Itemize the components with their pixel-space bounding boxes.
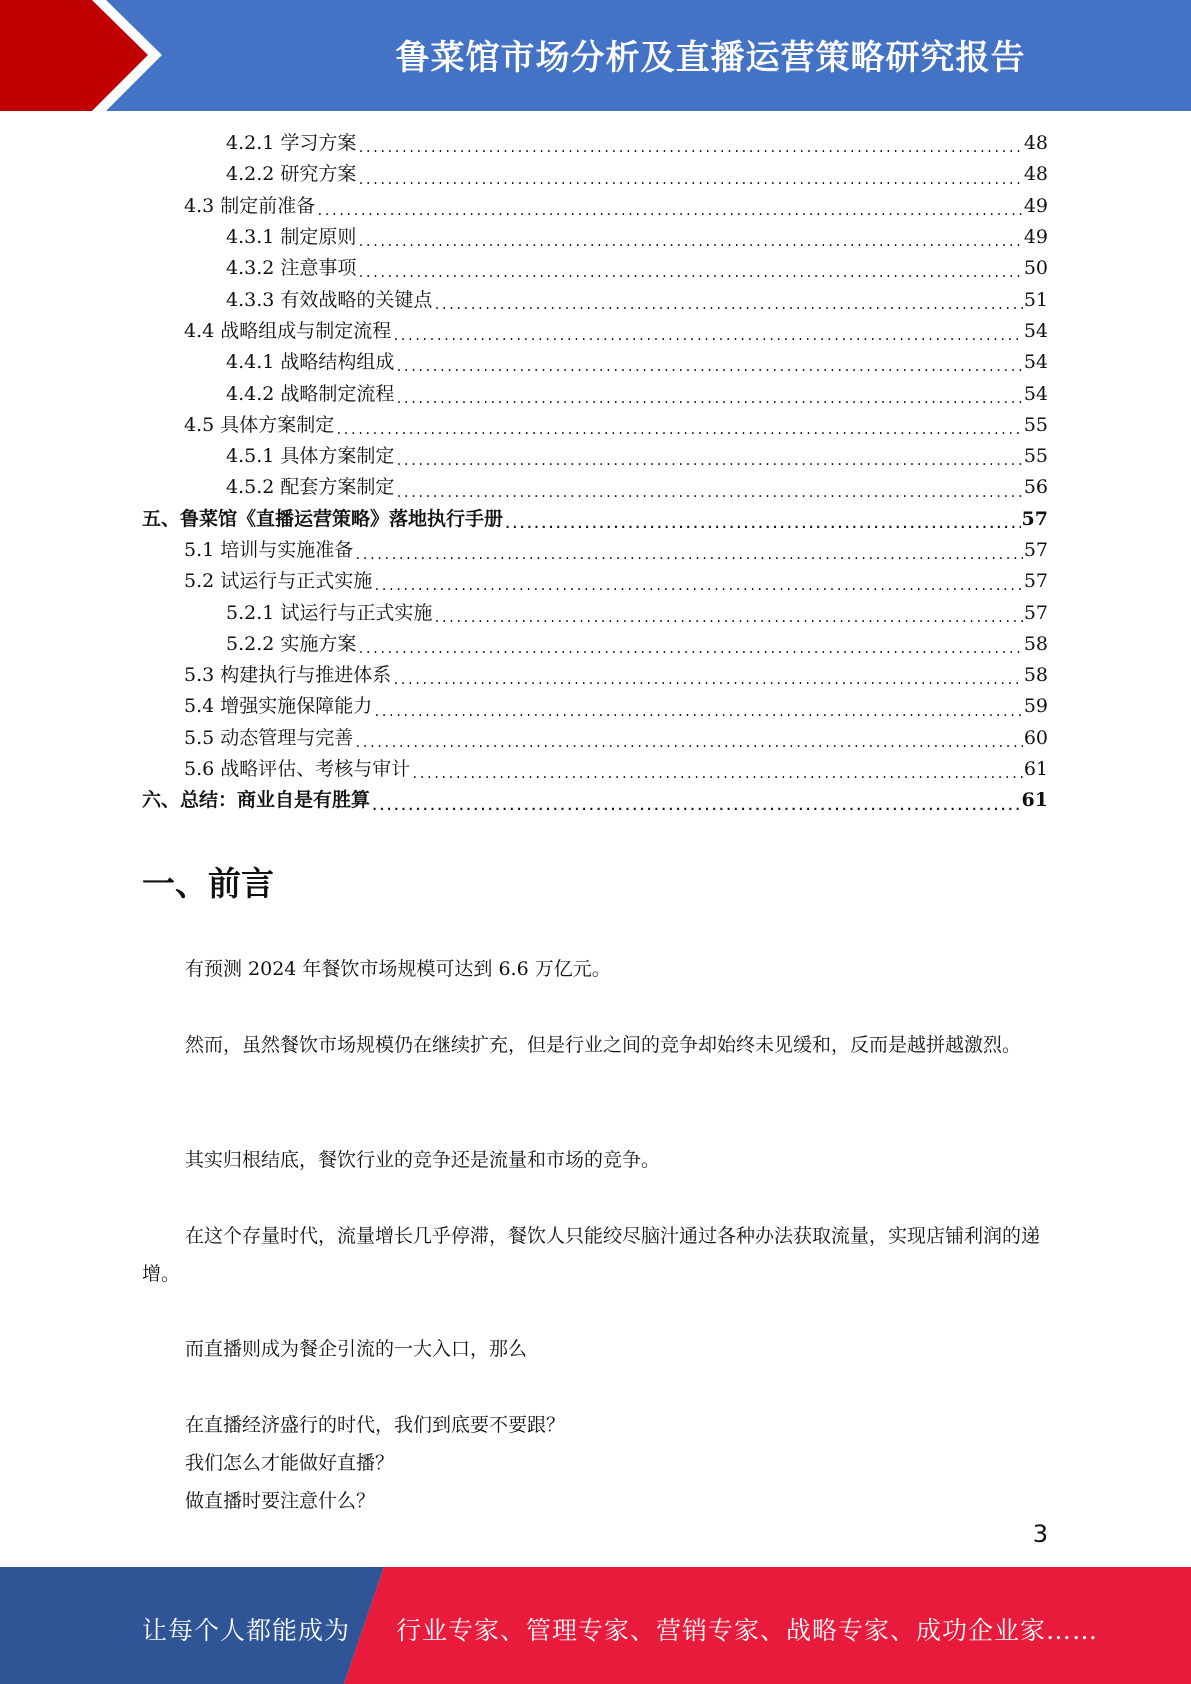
toc-entry-label: 4.2.1 学习方案 <box>226 132 357 155</box>
toc-dot-leader <box>395 361 1022 378</box>
toc-entry[interactable] <box>142 504 1048 535</box>
toc-entry-label: 4.2.2 研究方案 <box>226 163 357 186</box>
paragraph: 在直播经济盛行的时代，我们到底要不要跟？ <box>185 1414 566 1436</box>
toc-dot-leader <box>357 267 1022 284</box>
header-banner <box>0 0 1191 111</box>
toc-entry[interactable] <box>142 472 1048 503</box>
toc-dot-leader <box>335 424 1023 441</box>
toc-entry-label: 4.5.1 具体方案制定 <box>226 445 395 468</box>
toc-entry-label: 4.5 具体方案制定 <box>184 413 335 436</box>
toc-entry-page: 54 <box>1023 351 1048 374</box>
toc-entry-page: 50 <box>1023 257 1048 280</box>
toc-entry-page: 49 <box>1023 226 1048 249</box>
paragraph: 而直播则成为餐企引流的一大入口，那么 <box>185 1338 528 1360</box>
toc-entry-page: 56 <box>1023 476 1048 499</box>
toc-entry[interactable] <box>142 159 1048 190</box>
document-title: 鲁菜馆市场分析及直播运营策略研究报告 <box>395 38 1026 78</box>
section-heading: 一、前言 <box>142 864 274 903</box>
toc-entry[interactable] <box>142 316 1048 347</box>
toc-dot-leader <box>395 487 1022 504</box>
toc-entry[interactable] <box>142 378 1048 409</box>
toc-dot-leader <box>392 674 1023 691</box>
toc-dot-leader <box>433 612 1022 629</box>
toc-entry-page: 61 <box>1023 758 1048 781</box>
toc-entry-label: 六、总结：商业自是有胜算 <box>142 789 371 812</box>
toc-entry-label: 5.2.2 实施方案 <box>226 632 357 655</box>
toc-entry[interactable] <box>142 284 1048 315</box>
toc-entry-label: 5.3 构建执行与推进体系 <box>184 664 392 687</box>
toc-entry-label: 五、鲁菜馆《直播运营策略》落地执行手册 <box>142 507 504 530</box>
toc-entry-label: 4.4.1 战略结构组成 <box>226 351 395 374</box>
toc-entry[interactable] <box>142 723 1048 754</box>
toc-entry[interactable] <box>142 691 1048 722</box>
toc-dot-leader <box>392 330 1023 347</box>
toc-dot-leader <box>395 455 1022 472</box>
toc-entry-page: 55 <box>1023 445 1048 468</box>
toc-entry[interactable] <box>142 191 1048 222</box>
toc-entry[interactable] <box>142 128 1048 159</box>
toc-entry-page: 54 <box>1023 319 1048 342</box>
table-of-contents <box>142 128 1048 817</box>
toc-dot-leader <box>357 142 1022 159</box>
toc-entry-label: 5.6 战略评估、考核与审计 <box>184 758 411 781</box>
paragraph: 然而，虽然餐饮市场规模仍在继续扩充，但是行业之间的竞争却始终未见缓和，反而是越拼越激烈。 <box>185 1034 1022 1056</box>
toc-entry-page: 48 <box>1023 132 1048 155</box>
page-number: 3 <box>1032 1520 1048 1548</box>
toc-entry-label: 4.4 战略组成与制定流程 <box>184 319 392 342</box>
toc-entry-page: 54 <box>1023 382 1048 405</box>
toc-entry[interactable] <box>142 222 1048 253</box>
toc-dot-leader <box>357 643 1022 660</box>
toc-entry-page: 55 <box>1023 413 1048 436</box>
toc-entry-page: 57 <box>1023 539 1048 561</box>
toc-entry-label: 5.2.1 试运行与正式实施 <box>226 601 433 624</box>
toc-entry-label: 4.3.1 制定原则 <box>226 226 357 249</box>
toc-entry-label: 4.3 制定前准备 <box>184 194 316 217</box>
toc-entry-page: 59 <box>1023 695 1048 718</box>
toc-entry[interactable] <box>142 754 1048 785</box>
toc-entry-page: 57 <box>1023 601 1048 624</box>
toc-dot-leader <box>354 737 1023 754</box>
toc-entry-label: 5.5 动态管理与完善 <box>184 726 354 749</box>
footer-slogan-right: 行业专家、管理专家、营销专家、战略专家、成功企业家…… <box>396 1616 1099 1645</box>
toc-entry-label: 5.4 增强实施保障能力 <box>184 695 373 718</box>
paragraph: 有预测 2024 年餐饮市场规模可达到 6.6 万亿元。 <box>185 958 611 980</box>
toc-dot-leader <box>373 580 1023 597</box>
toc-entry-page: 58 <box>1023 664 1048 687</box>
toc-entry-label: 4.5.2 配套方案制定 <box>226 476 395 499</box>
toc-dot-leader <box>357 174 1022 191</box>
toc-entry-page: 57 <box>1021 507 1048 530</box>
paragraph: 其实归根结底，餐饮行业的竞争还是流量和市场的竞争。 <box>185 1149 661 1171</box>
toc-entry[interactable] <box>142 597 1048 628</box>
toc-entry-page: 57 <box>1023 570 1048 593</box>
footer-slogan-left: 让每个人都能成为 <box>142 1616 351 1645</box>
toc-entry-label: 5.2 试运行与正式实施 <box>184 570 373 593</box>
toc-entry-page: 49 <box>1023 194 1048 217</box>
toc-entry-page: 51 <box>1023 288 1048 311</box>
toc-entry-label: 4.4.2 战略制定流程 <box>226 382 395 405</box>
paragraph: 在这个存量时代，流量增长几乎停滞，餐饮人只能绞尽脑汁通过各种办法获取流量，实现店铺利润的递增。 <box>142 1225 1041 1285</box>
toc-dot-leader <box>433 299 1022 316</box>
toc-dot-leader <box>411 768 1023 785</box>
toc-dot-leader <box>357 236 1022 253</box>
toc-dot-leader <box>395 393 1022 410</box>
toc-dot-leader <box>371 800 1021 817</box>
toc-dot-leader <box>504 518 1021 535</box>
toc-dot-leader <box>373 706 1023 723</box>
toc-entry-label: 4.3.3 有效战略的关键点 <box>226 288 433 311</box>
toc-entry[interactable] <box>142 566 1048 597</box>
toc-entry[interactable] <box>142 253 1048 284</box>
toc-entry-page: 48 <box>1023 163 1048 186</box>
toc-entry[interactable] <box>142 629 1048 660</box>
toc-entry[interactable] <box>142 785 1048 816</box>
paragraph: 做直播时要注意什么？ <box>185 1490 376 1512</box>
toc-entry[interactable] <box>142 347 1048 378</box>
toc-entry[interactable] <box>142 660 1048 691</box>
paragraph: 我们怎么才能做好直播？ <box>185 1452 395 1474</box>
toc-entry[interactable] <box>142 410 1048 441</box>
toc-entry[interactable] <box>142 535 1048 566</box>
toc-dot-leader <box>354 549 1023 566</box>
toc-entry-page: 60 <box>1023 726 1048 749</box>
footer-banner <box>0 1567 1191 1684</box>
toc-dot-leader <box>316 205 1023 222</box>
toc-entry-label: 5.1 培训与实施准备 <box>184 539 354 561</box>
toc-entry-page: 58 <box>1023 632 1048 655</box>
toc-entry-page: 61 <box>1021 789 1048 812</box>
toc-entry-label: 4.3.2 注意事项 <box>226 257 357 280</box>
toc-entry[interactable] <box>142 441 1048 472</box>
